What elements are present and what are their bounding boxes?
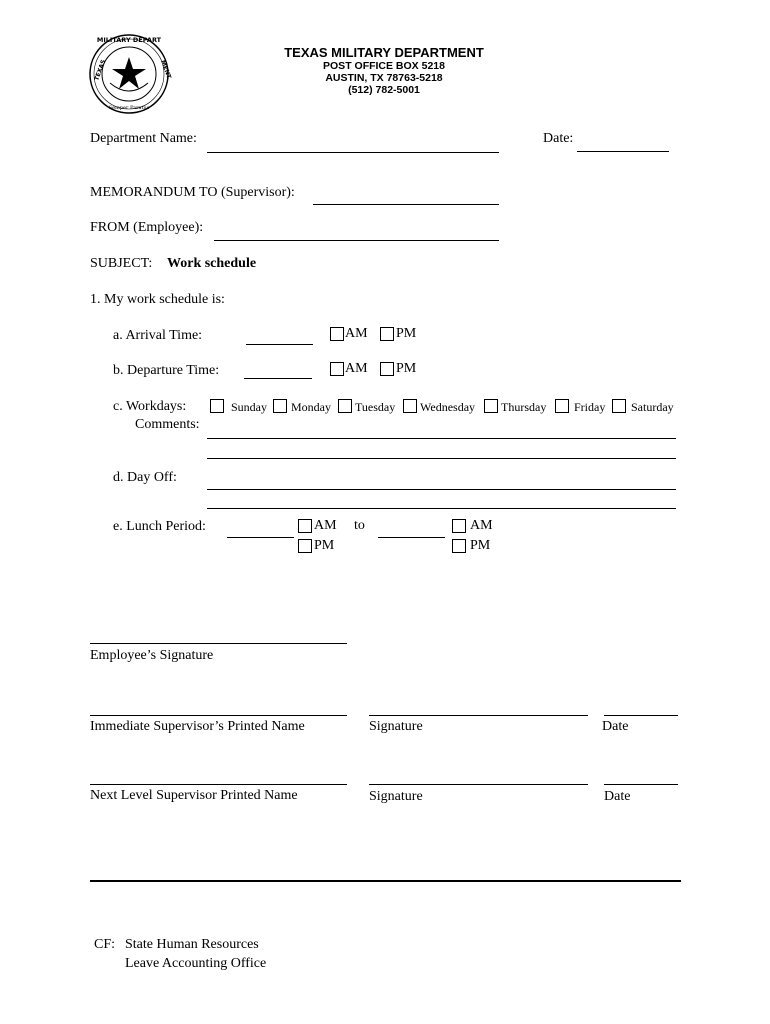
cf-recipient-2: Leave Accounting Office	[125, 956, 267, 971]
departure-pm-checkbox[interactable]	[380, 362, 394, 376]
immediate-supervisor-name-field[interactable]	[90, 715, 347, 716]
lunch-end-field[interactable]	[378, 537, 445, 538]
phone-number: (512) 782-5001	[348, 84, 420, 96]
monday-label: Monday	[291, 400, 331, 414]
arrival-pm-label: PM	[396, 326, 417, 341]
lunch-end-am-checkbox[interactable]	[452, 519, 466, 533]
wednesday-checkbox[interactable]	[403, 399, 417, 413]
next-level-supervisor-date-label: Date	[604, 789, 631, 804]
from-label: FROM (Employee):	[90, 220, 204, 235]
lunch-end-am-label: AM	[470, 518, 493, 533]
immediate-supervisor-name-label: Immediate Supervisor’s Printed Name	[90, 719, 305, 734]
saturday-label: Saturday	[631, 400, 674, 414]
svg-text:MILITARY DEPART: MILITARY DEPART	[96, 36, 162, 44]
lunch-start-field[interactable]	[227, 537, 294, 538]
monday-checkbox[interactable]	[273, 399, 287, 413]
departure-time-field[interactable]	[244, 378, 312, 379]
departure-pm-label: PM	[396, 361, 417, 376]
thursday-checkbox[interactable]	[484, 399, 498, 413]
schedule-intro: 1. My work schedule is:	[90, 292, 225, 307]
memo-to-label: MEMORANDUM TO (Supervisor):	[90, 185, 295, 200]
tuesday-checkbox[interactable]	[338, 399, 352, 413]
date-field[interactable]	[577, 151, 669, 152]
saturday-checkbox[interactable]	[612, 399, 626, 413]
departure-time-label: b. Departure Time:	[113, 363, 220, 378]
org-name: TEXAS MILITARY DEPARTMENT	[284, 45, 484, 60]
department-name-label: Department Name:	[90, 131, 197, 146]
employee-signature-field[interactable]	[90, 643, 347, 644]
friday-checkbox[interactable]	[555, 399, 569, 413]
address-line-1: POST OFFICE BOX 5218	[323, 60, 445, 72]
footer-divider	[90, 880, 681, 882]
immediate-supervisor-date-field[interactable]	[604, 715, 678, 716]
next-level-supervisor-name-label: Next Level Supervisor Printed Name	[90, 788, 298, 803]
lunch-period-label: e. Lunch Period:	[113, 519, 206, 534]
immediate-supervisor-signature-field[interactable]	[369, 715, 588, 716]
subject-value: Work schedule	[167, 256, 257, 271]
svg-text:Semper Paratus: Semper Paratus	[108, 105, 150, 111]
employee-signature-label: Employee’s Signature	[90, 648, 214, 663]
texas-military-seal-icon	[88, 33, 173, 115]
cf-recipient-1: State Human Resources	[125, 937, 259, 952]
sunday-label: Sunday	[231, 400, 267, 414]
day-off-line-1[interactable]	[207, 489, 676, 490]
day-off-label: d. Day Off:	[113, 470, 177, 485]
arrival-time-field[interactable]	[246, 344, 313, 345]
lunch-to-label: to	[354, 518, 365, 533]
friday-label: Friday	[574, 400, 606, 414]
lunch-end-pm-label: PM	[470, 538, 491, 553]
svg-text:MENT: MENT	[159, 59, 173, 80]
cf-label: CF:	[94, 937, 116, 952]
lunch-start-am-checkbox[interactable]	[298, 519, 312, 533]
immediate-supervisor-signature-label: Signature	[369, 719, 423, 734]
comments-line-1[interactable]	[207, 438, 676, 439]
next-level-supervisor-signature-field[interactable]	[369, 784, 588, 785]
departure-am-checkbox[interactable]	[330, 362, 344, 376]
arrival-pm-checkbox[interactable]	[380, 327, 394, 341]
svg-text:TEXAS: TEXAS	[93, 58, 108, 82]
comments-line-2[interactable]	[207, 458, 676, 459]
day-off-line-2[interactable]	[207, 508, 676, 509]
arrival-time-label: a. Arrival Time:	[113, 328, 203, 343]
next-level-supervisor-signature-label: Signature	[369, 789, 423, 804]
date-label: Date:	[543, 131, 574, 146]
lunch-start-pm-checkbox[interactable]	[298, 539, 312, 553]
department-name-field[interactable]	[207, 152, 499, 153]
subject-label: SUBJECT:	[90, 256, 153, 271]
sunday-checkbox[interactable]	[210, 399, 224, 413]
departure-am-label: AM	[345, 361, 368, 376]
immediate-supervisor-date-label: Date	[602, 719, 629, 734]
tuesday-label: Tuesday	[355, 400, 396, 414]
workdays-label: c. Workdays:	[113, 399, 187, 414]
arrival-am-label: AM	[345, 326, 368, 341]
lunch-start-am-label: AM	[314, 518, 337, 533]
wednesday-label: Wednesday	[420, 400, 476, 414]
memo-to-field[interactable]	[313, 204, 499, 205]
comments-label: Comments:	[135, 417, 200, 432]
address-line-2: AUSTIN, TX 78763-5218	[325, 72, 443, 84]
lunch-end-pm-checkbox[interactable]	[452, 539, 466, 553]
next-level-supervisor-name-field[interactable]	[90, 784, 347, 785]
arrival-am-checkbox[interactable]	[330, 327, 344, 341]
from-field[interactable]	[214, 240, 499, 241]
next-level-supervisor-date-field[interactable]	[604, 784, 678, 785]
lunch-start-pm-label: PM	[314, 538, 335, 553]
thursday-label: Thursday	[501, 400, 547, 414]
